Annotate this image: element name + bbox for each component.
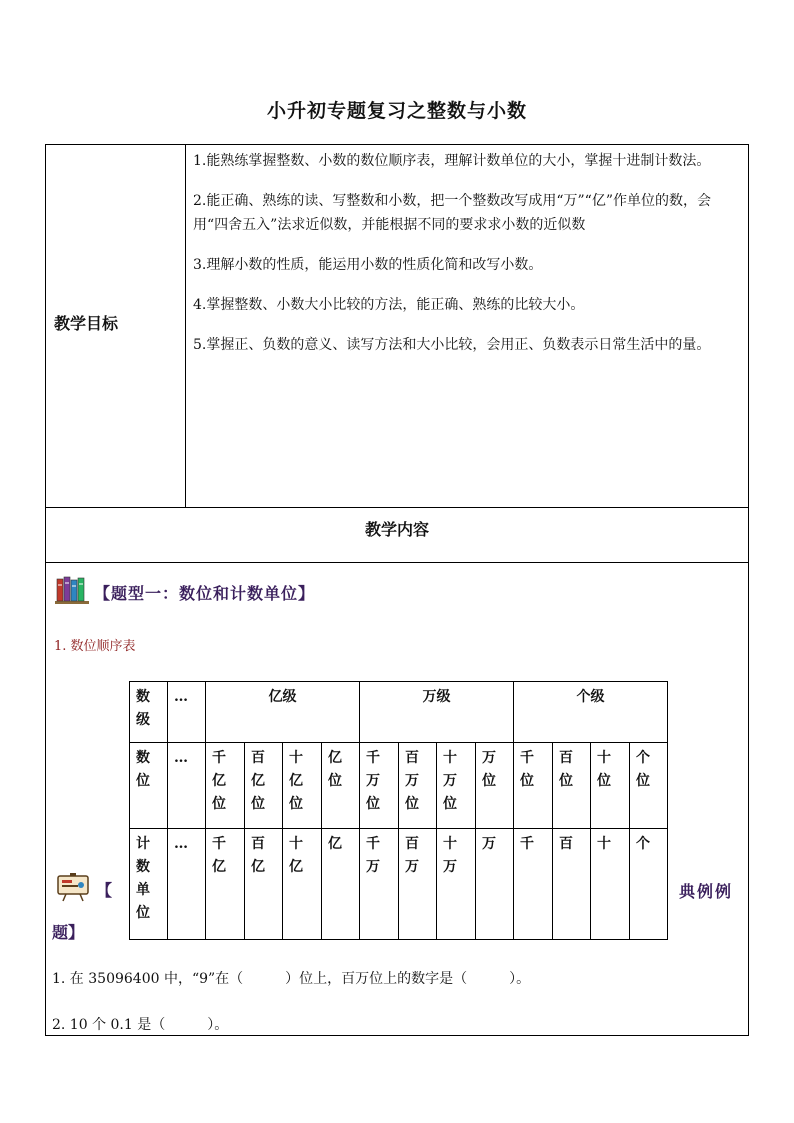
unit-cell: 十万 [437, 829, 476, 940]
ellipsis-cell: … [168, 682, 206, 743]
bookshelf-icon [54, 575, 90, 609]
topic-label: 【题型一：数位和计数单位】 [94, 583, 316, 603]
unit-cell: 个 [630, 829, 668, 940]
position-cell: 万位 [476, 743, 514, 829]
position-cell: 百万位 [399, 743, 437, 829]
content-title: 教学内容 [364, 520, 429, 539]
goal-item: 2.能正确、熟练的读、写整数和小数，把一个整数改写成用“万”“亿”作单位的数，会用“四舍五入”法求近似数，并能根据不同的要求求小数的近似数 [193, 193, 711, 233]
group-yi: 亿级 [206, 682, 360, 743]
unit-cell: 亿 [322, 829, 360, 940]
ellipsis-cell: … [168, 829, 206, 940]
ellipsis-cell: … [168, 743, 206, 829]
goals-list [193, 149, 743, 373]
row-head-unit: 计数单位 [130, 829, 168, 940]
question-item: 1. 在 35096400 中，“9”在（ ）位上，百万位上的数字是（ ）。 [52, 971, 531, 987]
position-cell: 十万位 [437, 743, 476, 829]
goal-item: 3.理解小数的性质，能运用小数的性质化简和改写小数。 [193, 257, 543, 273]
position-cell: 百位 [553, 743, 591, 829]
group-ge: 个级 [514, 682, 668, 743]
position-cell: 千万位 [360, 743, 399, 829]
goal-item: 5.掌握正、负数的意义、读写方法和大小比较，会用正、负数表示日常生活中的量。 [193, 337, 711, 353]
position-cell: 十亿位 [283, 743, 322, 829]
sub-heading: 1. 数位顺序表 [54, 639, 136, 654]
lesson-table [45, 144, 749, 1036]
document-title: 小升初专题复习之整数与小数 [266, 100, 527, 122]
position-cell: 亿位 [322, 743, 360, 829]
presentation-board-icon [56, 872, 90, 906]
example-heading [56, 872, 112, 906]
unit-cell: 千万 [360, 829, 399, 940]
unit-cell: 百亿 [245, 829, 283, 940]
unit-cell: 百 [553, 829, 591, 940]
row-head-level: 数级 [130, 682, 168, 743]
goal-item: 4.掌握整数、小数大小比较的方法，能正确、熟练的比较大小。 [193, 297, 585, 313]
goals-label: 教学目标 [54, 314, 119, 333]
unit-cell: 十 [591, 829, 630, 940]
column-divider [185, 145, 186, 507]
example-bracket: 【 [96, 880, 113, 900]
example-label: 典例例 [679, 882, 734, 901]
unit-cell: 万 [476, 829, 514, 940]
position-cell: 千亿位 [206, 743, 245, 829]
group-wan: 万级 [360, 682, 514, 743]
position-cell: 十位 [591, 743, 630, 829]
row-divider [46, 507, 748, 508]
topic-heading [54, 576, 315, 608]
row-divider [46, 562, 748, 563]
position-cell: 百亿位 [245, 743, 283, 829]
goal-item: 1.能熟练掌握整数、小数的数位顺序表，理解计数单位的大小，掌握十进制计数法。 [193, 153, 711, 169]
question-item: 2. 10 个 0.1 是（ ）。 [52, 1017, 229, 1033]
row-head-position: 数位 [130, 743, 168, 829]
unit-cell: 百万 [399, 829, 437, 940]
place-value-table [129, 681, 668, 940]
position-cell: 千位 [514, 743, 553, 829]
unit-cell: 十亿 [283, 829, 322, 940]
unit-cell: 千亿 [206, 829, 245, 940]
example-label-continued: 题】 [52, 923, 85, 942]
unit-cell: 千 [514, 829, 553, 940]
position-cell: 个位 [630, 743, 668, 829]
